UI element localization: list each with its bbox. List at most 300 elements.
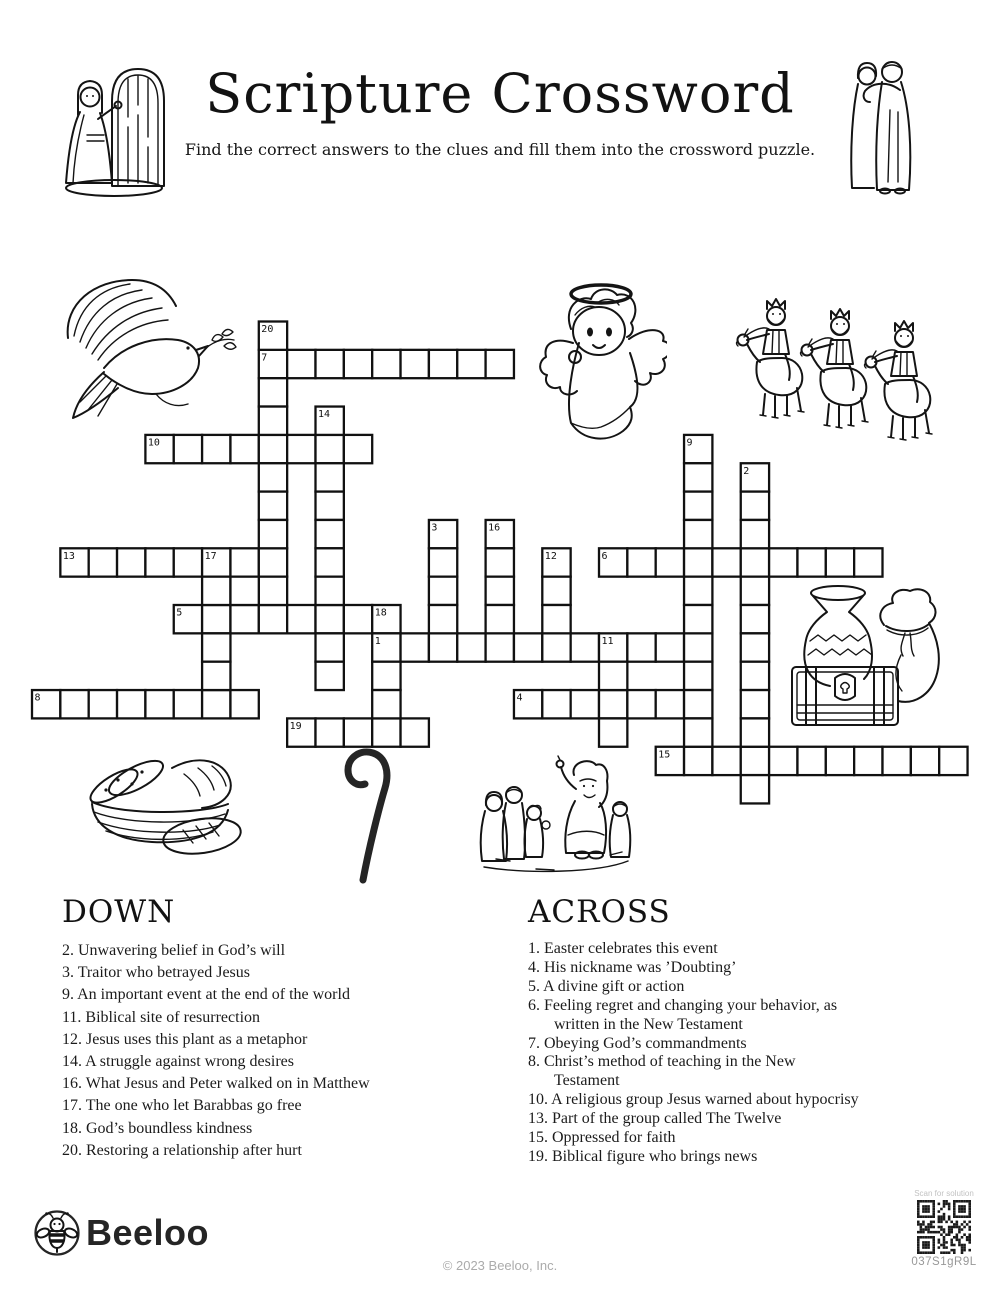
clue-item: [528, 1110, 859, 1129]
qr-module: [963, 1205, 966, 1208]
crossword-cell: [202, 435, 230, 463]
page-subtitle: Find the correct answers to the clues and fill them into the crossword puzzle.: [184, 140, 816, 159]
qr-module: [925, 1236, 928, 1239]
qr-module: [956, 1223, 959, 1226]
qr-module: [953, 1213, 956, 1216]
clue-item: [528, 940, 859, 959]
cell-number: 7: [261, 352, 268, 364]
cell-number: 11: [601, 635, 614, 647]
qr-module: [938, 1218, 941, 1221]
clue-number: 12.: [62, 1030, 86, 1048]
qr-module: [948, 1208, 951, 1211]
crossword-cell: [627, 690, 655, 718]
qr-module: [938, 1210, 941, 1213]
crossword-cell: [457, 633, 485, 661]
qr-module: [925, 1210, 928, 1213]
qr-module: [917, 1205, 920, 1208]
crossword-cell: [401, 633, 429, 661]
qr-module: [920, 1223, 923, 1226]
qr-module: [966, 1236, 969, 1239]
qr-module: [922, 1246, 925, 1249]
crossword-cell: [911, 747, 939, 775]
qr-module: [966, 1215, 969, 1218]
qr-module: [932, 1213, 935, 1216]
qr-module: [927, 1205, 930, 1208]
crossword-cell: [202, 662, 230, 690]
qr-module: [961, 1205, 964, 1208]
crossword-cell: [854, 548, 882, 576]
qr-module: [932, 1251, 935, 1254]
clue-text-line: 1. Easter celebrates this event: [528, 940, 718, 957]
qr-module: [958, 1200, 961, 1203]
clue-number: 5.: [528, 977, 544, 995]
qr-module: [927, 1244, 930, 1247]
qr-module: [920, 1200, 923, 1203]
qr-module: [943, 1241, 946, 1244]
clue-item: [528, 1148, 859, 1167]
qr-module: [920, 1231, 923, 1234]
qr-module: [968, 1221, 971, 1224]
qr-module: [920, 1228, 923, 1231]
qr-module: [930, 1215, 933, 1218]
crossword-cell: [287, 605, 315, 633]
qr-module: [938, 1241, 941, 1244]
crossword-cell: [429, 633, 457, 661]
qr-module: [940, 1215, 943, 1218]
qr-module: [932, 1236, 935, 1239]
cell-number: 8: [34, 692, 41, 704]
qr-module: [963, 1215, 966, 1218]
qr-module: [932, 1205, 935, 1208]
cell-number: 16: [488, 522, 501, 534]
qr-module: [927, 1251, 930, 1254]
qr-module: [922, 1251, 925, 1254]
qr-module: [943, 1213, 946, 1216]
crossword-cell: [712, 747, 740, 775]
clue-text-line: 9. An important event at the end of the world: [62, 986, 350, 1004]
crossword-cell: [230, 690, 258, 718]
qr-module: [927, 1228, 930, 1231]
crossword-cell: [797, 548, 825, 576]
qr-module: [922, 1208, 925, 1211]
cell-number: 18: [374, 607, 387, 619]
crossword-cell: [117, 690, 145, 718]
cell-number: 12: [544, 550, 557, 562]
crossword-cell: [486, 548, 514, 576]
crossword-cell: [939, 747, 967, 775]
qr-module: [963, 1208, 966, 1211]
crossword-cell: [769, 747, 797, 775]
qr-module: [961, 1210, 964, 1213]
qr-module: [945, 1251, 948, 1254]
qr-module: [963, 1246, 966, 1249]
qr-module: [961, 1244, 964, 1247]
qr-module: [932, 1200, 935, 1203]
crossword-cell: [684, 463, 712, 491]
crossword-cell: [684, 633, 712, 661]
qr-module: [935, 1231, 938, 1234]
crossword-cell: [486, 633, 514, 661]
qr-module: [922, 1231, 925, 1234]
clue-item: [528, 1091, 859, 1110]
qr-module: [953, 1208, 956, 1211]
qr-module: [930, 1223, 933, 1226]
qr-module: [968, 1228, 971, 1231]
qr-module: [948, 1203, 951, 1206]
qr-module: [932, 1241, 935, 1244]
crossword-cell: [316, 548, 344, 576]
clue-number: 16.: [62, 1075, 86, 1093]
qr-module: [968, 1236, 971, 1239]
qr-module: [925, 1208, 928, 1211]
qr-code-id: 037S1gR9L: [911, 1256, 977, 1268]
qr-module: [953, 1203, 956, 1206]
crossword-cell: [684, 662, 712, 690]
qr-module: [930, 1251, 933, 1254]
qr-module: [925, 1241, 928, 1244]
qr-module: [950, 1228, 953, 1231]
clue-number: 6.: [528, 996, 544, 1014]
qr-module: [943, 1215, 946, 1218]
qr-module: [948, 1233, 951, 1236]
qr-module: [961, 1215, 964, 1218]
crossword-cell: [741, 662, 769, 690]
cell-number: 9: [686, 437, 693, 449]
qr-code: [917, 1200, 971, 1254]
cell-number: 6: [601, 550, 608, 562]
qr-module: [953, 1200, 956, 1203]
crossword-cell: [741, 775, 769, 803]
qr-module: [956, 1236, 959, 1239]
qr-module: [927, 1200, 930, 1203]
clue-number: 7.: [528, 1034, 544, 1052]
qr-module: [927, 1208, 930, 1211]
clue-text-line: 10. A religious group Jesus warned about hypocrisy: [528, 1091, 859, 1109]
qr-module: [958, 1215, 961, 1218]
crossword-cell: [542, 577, 570, 605]
qr-module: [953, 1223, 956, 1226]
crossword-cell: [741, 633, 769, 661]
qr-module: [950, 1244, 953, 1247]
clue-item: [62, 1140, 370, 1162]
crossword-cell: [259, 435, 287, 463]
qr-module: [945, 1221, 948, 1224]
qr-module: [945, 1246, 948, 1249]
qr-module: [932, 1244, 935, 1247]
clue-text-line: 19. Biblical figure who brings news: [528, 1147, 758, 1165]
crossword-cell: [230, 435, 258, 463]
crossword-cell: [372, 662, 400, 690]
crossword-cell: [316, 662, 344, 690]
qr-module: [961, 1236, 964, 1239]
qr-module: [943, 1228, 946, 1231]
qr-module: [938, 1246, 941, 1249]
clue-number: 8.: [528, 1053, 544, 1071]
clue-text-line: Testament: [554, 1072, 620, 1090]
crossword-cell: [344, 718, 372, 746]
qr-module: [966, 1200, 969, 1203]
cell-number: 3: [431, 522, 438, 534]
crossword-cell: [316, 605, 344, 633]
qr-module: [968, 1226, 971, 1229]
crossword-cell: [174, 548, 202, 576]
page-title: Scripture Crossword: [205, 62, 795, 125]
crossword-cell: [741, 747, 769, 775]
qr-module: [943, 1205, 946, 1208]
qr-module: [963, 1221, 966, 1224]
qr-module: [940, 1226, 943, 1229]
crossword-cell: [259, 463, 287, 491]
qr-module: [950, 1231, 953, 1234]
crossword-cell: [372, 690, 400, 718]
qr-module: [940, 1221, 943, 1224]
qr-module: [966, 1239, 969, 1242]
clue-number: 11.: [62, 1008, 86, 1026]
qr-module: [958, 1208, 961, 1211]
clue-text-line: 15. Oppressed for faith: [528, 1129, 676, 1147]
clue-text-line: 8. Christ’s method of teaching in the New: [528, 1053, 796, 1071]
crossword-cell: [627, 548, 655, 576]
qr-module: [961, 1251, 964, 1254]
crossword-cell: [712, 548, 740, 576]
crossword-cell: [259, 407, 287, 435]
crossword-cell: [741, 520, 769, 548]
crossword-cell: [826, 548, 854, 576]
crossword-cell: [769, 548, 797, 576]
crossword-cell: [684, 718, 712, 746]
qr-module: [927, 1231, 930, 1234]
qr-module: [940, 1228, 943, 1231]
crossword-cell: [259, 520, 287, 548]
qr-module: [950, 1249, 953, 1252]
crossword-cell: [599, 718, 627, 746]
crossword-cell: [174, 435, 202, 463]
crossword-cell: [401, 718, 429, 746]
qr-module: [917, 1208, 920, 1211]
qr-module: [945, 1200, 948, 1203]
qr-module: [953, 1205, 956, 1208]
qr-module: [961, 1249, 964, 1252]
qr-module: [922, 1244, 925, 1247]
crossword-cell: [741, 577, 769, 605]
crossword-cell: [486, 605, 514, 633]
clue-item: [62, 1007, 370, 1029]
crossword-cell: [429, 577, 457, 605]
qr-module: [968, 1208, 971, 1211]
qr-module: [963, 1233, 966, 1236]
qr-module: [953, 1215, 956, 1218]
qr-module: [950, 1226, 953, 1229]
qr-module: [932, 1226, 935, 1229]
qr-module: [953, 1251, 956, 1254]
crossword-cell: [89, 690, 117, 718]
clue-item: [62, 1073, 370, 1095]
clue-text-line: 4. His nickname was ’Doubting’: [528, 958, 737, 976]
qr-module: [932, 1221, 935, 1224]
qr-module: [968, 1215, 971, 1218]
clue-item: [528, 978, 859, 997]
qr-module: [943, 1203, 946, 1206]
qr-module: [925, 1226, 928, 1229]
qr-module: [968, 1249, 971, 1252]
qr-module: [922, 1215, 925, 1218]
qr-module: [938, 1215, 941, 1218]
qr-module: [945, 1203, 948, 1206]
qr-module: [943, 1200, 946, 1203]
crossword-cell: [259, 378, 287, 406]
qr-module: [925, 1228, 928, 1231]
clue-item: [62, 940, 370, 962]
crossword-cell: [259, 548, 287, 576]
crossword-cell: [571, 690, 599, 718]
crossword-cell: [316, 463, 344, 491]
crossword-cell: [684, 548, 712, 576]
qr-module: [917, 1231, 920, 1234]
qr-module: [922, 1210, 925, 1213]
clue-item: [528, 1035, 859, 1054]
qr-module: [958, 1241, 961, 1244]
crossword-cell: [684, 520, 712, 548]
clue-number: 9.: [62, 986, 78, 1004]
qr-module: [925, 1200, 928, 1203]
clue-number: 19.: [528, 1147, 552, 1165]
crossword-cell: [542, 690, 570, 718]
qr-module: [927, 1210, 930, 1213]
qr-module: [917, 1236, 920, 1239]
qr-module: [917, 1200, 920, 1203]
cell-number: 5: [176, 607, 183, 619]
crossword-cell: [627, 633, 655, 661]
qr-module: [943, 1236, 946, 1239]
crossword-cell: [599, 662, 627, 690]
crossword-cell: [202, 577, 230, 605]
clue-text-line: 14. A struggle against wrong desires: [62, 1053, 294, 1071]
crossword-cell: [656, 690, 684, 718]
crossword-cell: [372, 350, 400, 378]
crossword-cell: [429, 548, 457, 576]
down-clues-section: [62, 894, 370, 1162]
qr-module: [943, 1251, 946, 1254]
crossword-cell: [514, 633, 542, 661]
crossword-cell: [684, 605, 712, 633]
qr-module: [940, 1218, 943, 1221]
qr-module: [940, 1251, 943, 1254]
qr-caption: Scan for solution: [914, 1189, 974, 1198]
cell-number: 4: [516, 692, 523, 704]
cell-number: 19: [289, 720, 302, 732]
qr-module: [961, 1246, 964, 1249]
crossword-cell: [316, 718, 344, 746]
across-clue-list: [528, 940, 859, 1167]
clue-number: 15.: [528, 1129, 552, 1147]
clue-text-line: 6. Feeling regret and changing your behavior, as: [528, 996, 838, 1014]
qr-module: [956, 1215, 959, 1218]
crossword-cell: [316, 492, 344, 520]
crossword-cell: [429, 605, 457, 633]
qr-module: [945, 1241, 948, 1244]
qr-module: [956, 1221, 959, 1224]
crossword-cell: [202, 690, 230, 718]
crossword-cell: [741, 690, 769, 718]
qr-module: [968, 1213, 971, 1216]
qr-module: [963, 1249, 966, 1252]
down-clue-list: [62, 940, 370, 1162]
crossword-cell: [174, 690, 202, 718]
qr-module: [917, 1249, 920, 1252]
crossword-cell: [684, 492, 712, 520]
cell-number: 17: [204, 550, 217, 562]
crossword-cell: [684, 577, 712, 605]
clue-item: [62, 1095, 370, 1117]
beeloo-bee-logo-icon: [33, 1209, 81, 1257]
crossword-cell: [883, 747, 911, 775]
crossword-cell: [797, 747, 825, 775]
qr-module: [943, 1239, 946, 1242]
qr-module: [938, 1239, 941, 1242]
clue-text-line: 3. Traitor who betrayed Jesus: [62, 964, 250, 982]
qr-module: [961, 1208, 964, 1211]
qr-module: [917, 1213, 920, 1216]
qr-module: [922, 1221, 925, 1224]
crossword-cell: [344, 605, 372, 633]
qr-module: [917, 1241, 920, 1244]
qr-module: [932, 1203, 935, 1206]
qr-module: [950, 1241, 953, 1244]
clue-text-line: 7. Obeying God’s commandments: [528, 1034, 747, 1052]
clue-number: 1.: [528, 940, 544, 957]
clue-item: [62, 1029, 370, 1051]
crossword-cell: [316, 577, 344, 605]
crossword-cell: [287, 350, 315, 378]
clue-number: 4.: [528, 958, 544, 976]
qr-module: [961, 1200, 964, 1203]
qr-module: [948, 1205, 951, 1208]
clue-item: [62, 984, 370, 1006]
qr-module: [961, 1228, 964, 1231]
qr-module: [917, 1203, 920, 1206]
clue-item: [528, 1129, 859, 1148]
clue-item: [528, 959, 859, 978]
clue-item: [62, 1051, 370, 1073]
qr-module: [943, 1244, 946, 1247]
qr-module: [922, 1228, 925, 1231]
qr-module: [943, 1246, 946, 1249]
crossword-cell: [741, 605, 769, 633]
crossword-cell: [145, 690, 173, 718]
clue-number: 3.: [62, 964, 78, 982]
qr-module: [950, 1221, 953, 1224]
qr-module: [932, 1239, 935, 1242]
crossword-cell: [741, 718, 769, 746]
crossword-cell: [457, 350, 485, 378]
qr-module: [940, 1208, 943, 1211]
qr-module: [958, 1205, 961, 1208]
qr-module: [953, 1244, 956, 1247]
clue-text-line: written in the New Testament: [554, 1015, 743, 1033]
crossword-cell: [344, 435, 372, 463]
crossword-cell: [429, 350, 457, 378]
crossword-cell: [684, 690, 712, 718]
qr-module: [953, 1236, 956, 1239]
clue-number: 10.: [528, 1091, 552, 1109]
qr-module: [920, 1226, 923, 1229]
crossword-cell: [486, 577, 514, 605]
qr-module: [930, 1231, 933, 1234]
qr-module: [920, 1251, 923, 1254]
qr-module: [917, 1223, 920, 1226]
qr-module: [925, 1215, 928, 1218]
qr-module: [948, 1218, 951, 1221]
